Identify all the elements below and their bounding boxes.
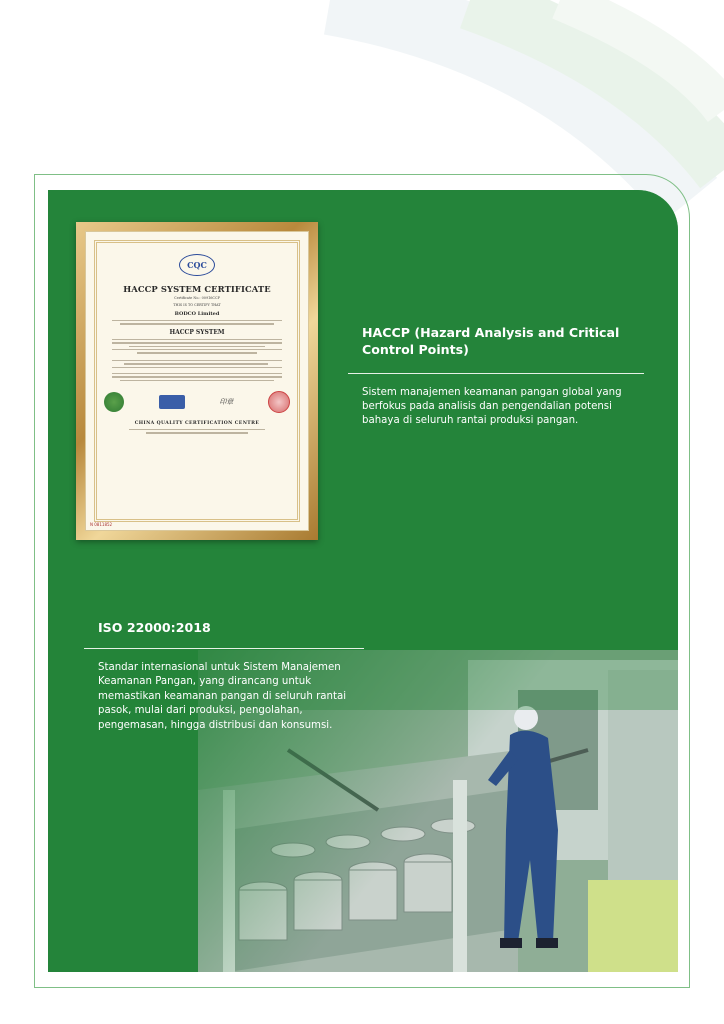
iso-divider: [84, 648, 364, 649]
iso-description: Standar internasional untuk Sistem Manajemen Keamanan Pangan, yang dirancang untuk memastikan keamanan pangan di seluruh rantai pasok, mulai dari produksi, pengolahan, pengemasan, hingga distribusi dan konsumsi.: [98, 662, 347, 731]
signature: 印章: [219, 398, 234, 407]
certificate-text-lines: [112, 339, 282, 381]
certificate-organization: CHINA QUALITY CERTIFICATION CENTRE: [134, 421, 260, 427]
certificate-number: Certificate No.: 00916CCP: [174, 296, 220, 300]
certificate-system: HACCP SYSTEM: [169, 328, 225, 336]
accreditation-seal-icon: [104, 392, 124, 412]
haccp-description: Sistem manajemen keamanan pangan global yang berfokus pada analisis dan pengendalian potensi bahaya di seluruh rantai produksi pangan.: [362, 387, 622, 426]
red-stamp-icon: [268, 391, 290, 413]
certificate-serial: N 0811852: [90, 522, 113, 527]
cqc-logo: CQC: [179, 254, 215, 276]
iso-heading: ISO 22000:2018: [98, 620, 211, 635]
cnas-mark-icon: [159, 395, 185, 409]
certificate-company: BODCO Limited: [174, 311, 220, 317]
certificate-paper: [85, 231, 309, 531]
certificate-seals: [104, 391, 290, 413]
haccp-heading: HACCP (Hazard Analysis and Critical Control Points): [362, 325, 620, 357]
certificate-title: HACCP SYSTEM CERTIFICATE: [123, 284, 271, 294]
certificate-text-lines: [112, 320, 282, 325]
certificate-frame: [76, 222, 318, 540]
certificate-certify-line: THIS IS TO CERTIFY THAT: [173, 303, 221, 307]
haccp-divider: [348, 373, 644, 374]
